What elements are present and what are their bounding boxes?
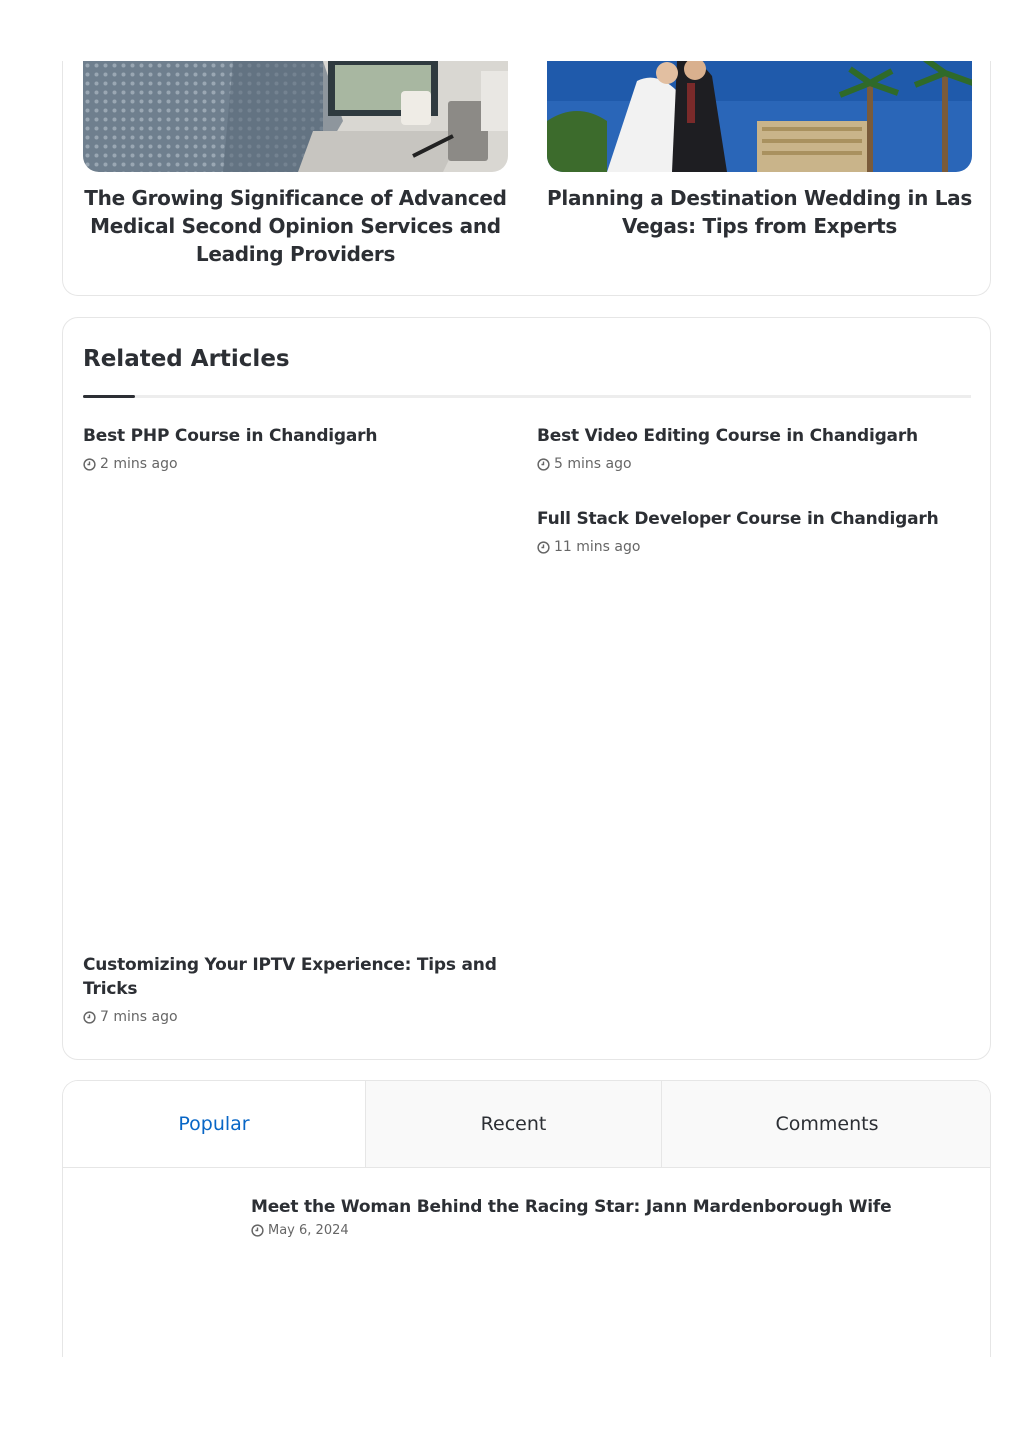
clock-icon (537, 541, 550, 554)
previous-post-title[interactable]: The Growing Significance of Advanced Medical Second Opinion Services and Leading Providers (84, 186, 507, 266)
clock-icon (83, 1011, 96, 1024)
clock-icon (83, 458, 96, 471)
next-post-title[interactable]: Planning a Destination Wedding in Las Vegas: Tips from Experts (547, 186, 972, 238)
title-accent (83, 395, 135, 398)
clock-icon (251, 1224, 264, 1237)
article-title[interactable]: Best Video Editing Course in Chandigarh (537, 426, 918, 446)
post-meta (251, 1223, 951, 1238)
related-article-4 (83, 953, 503, 1025)
bottom-cover (0, 1357, 1024, 1449)
article-meta (83, 1009, 503, 1025)
related-article-2 (537, 424, 957, 472)
tabs-bar (63, 1081, 991, 1168)
tab-popular[interactable]: Popular (63, 1081, 365, 1167)
article-time: 7 mins ago (100, 1009, 178, 1025)
block-title: Related Articles (83, 346, 290, 372)
clock-icon (537, 458, 550, 471)
article-meta (537, 456, 957, 472)
top-cover (0, 0, 1024, 61)
article-meta (83, 456, 503, 472)
post-title[interactable]: Meet the Woman Behind the Racing Star: Jann Mardenborough Wife (251, 1197, 892, 1217)
tab-recent[interactable]: Recent (365, 1081, 661, 1167)
article-meta (537, 539, 957, 555)
article-time: 2 mins ago (100, 456, 178, 472)
article-time: 5 mins ago (554, 456, 632, 472)
tab-comments[interactable]: Comments (661, 1081, 991, 1167)
post-date: May 6, 2024 (268, 1223, 349, 1238)
article-time: 11 mins ago (554, 539, 641, 555)
related-article-3 (537, 507, 957, 555)
popular-post-1 (251, 1195, 951, 1238)
related-article-1 (83, 424, 503, 472)
title-divider (83, 395, 971, 398)
next-post-thumbnail[interactable] (547, 61, 972, 172)
article-title[interactable]: Customizing Your IPTV Experience: Tips and Tricks (83, 955, 497, 999)
tabs-widget (62, 1080, 991, 1370)
previous-post-thumbnail[interactable] (83, 61, 508, 172)
article-title[interactable]: Best PHP Course in Chandigarh (83, 426, 378, 446)
related-articles-block (62, 317, 991, 1060)
article-title[interactable]: Full Stack Developer Course in Chandigarh (537, 509, 939, 529)
